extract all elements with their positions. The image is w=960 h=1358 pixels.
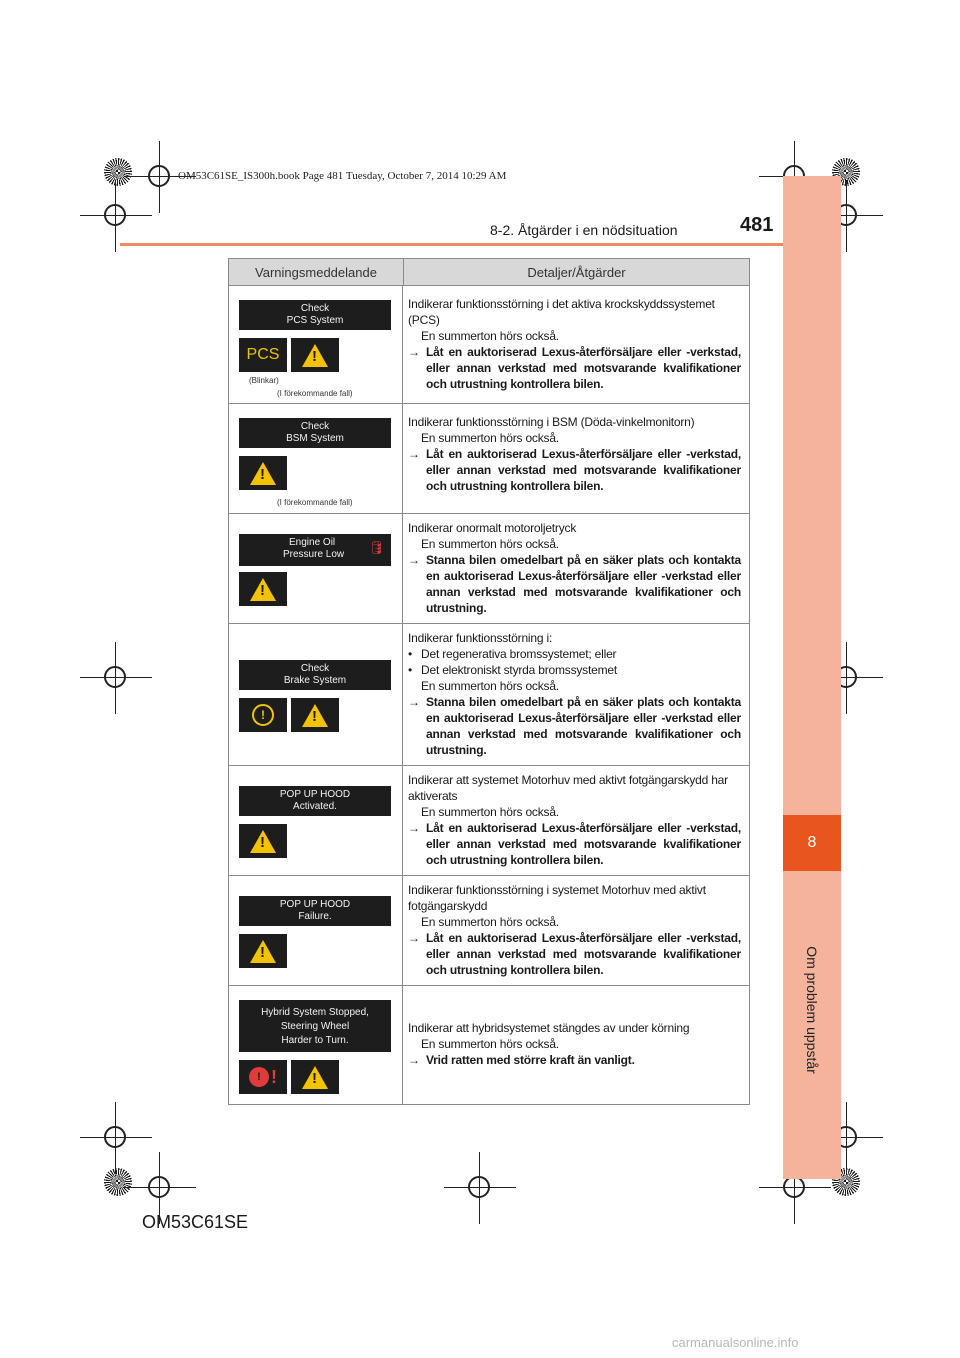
note-blinking: (Blinkar) [249,376,279,385]
note-if-equipped: (I förekommande fall) [277,389,353,398]
oil-can-icon: 🛢 [368,540,385,555]
message-line: POP UP HOOD [279,789,351,800]
arrow-icon: → [408,345,420,359]
message-line: Failure. [298,911,332,922]
pcs-label: PCS [246,346,280,363]
table-row [229,514,749,624]
registration-star-mark [104,158,132,186]
bullet-icon: • [408,663,413,677]
crosshair-mark [140,157,180,197]
bullet-text: Det elektroniskt styrda bromssystemet [421,663,617,677]
table-header [229,259,749,286]
buzzer-note: En summerton hörs också. [421,1037,559,1051]
warning-cell [229,286,403,403]
table-row [229,876,749,986]
details-cell [403,624,749,765]
crosshair-mark [140,1168,180,1208]
action-text [408,552,741,616]
warning-cell [229,624,403,765]
message-line: BSM System [286,433,344,444]
crosshair-mark [96,658,136,698]
action-label: Låt en auktoriserad Lexus-återförsäljare eller -verkstad, eller annan verkstad med motsvarande kvalifikationer och utrustning kontrollera bilen. [426,345,741,391]
arrow-icon: → [408,821,420,835]
chapter-number: 8 [783,815,841,871]
column-header-warning: Varningsmeddelande [229,259,404,285]
table-row [229,766,749,876]
action-text [408,344,741,392]
arrow-icon: → [408,695,420,709]
bullet-icon: • [408,647,413,661]
document-code: OM53C61SE [142,1212,249,1232]
action-label: Låt en auktoriserad Lexus-återförsäljare eller -verkstad, eller annan verkstad med motsvarande kvalifikationer och utrustning kontrollera bilen. [426,931,741,977]
warning-triangle-icon [291,338,339,372]
description: Indikerar funktionsstörning i BSM (Döda-vinkelmonitorn) [408,415,695,429]
description: Indikerar onormalt motoroljetryck [408,521,577,535]
action-label: Stanna bilen omedelbart på en säker plats och kontakta en auktoriserad Lexus-återförsäljare eller -verkstad eller annan verkstad med motsvarande kvalifikationer och utrustning. [426,553,741,615]
action-label: Vrid ratten med större kraft än vanligt. [426,1053,635,1067]
bullet-item [408,646,741,662]
description: Indikerar funktionsstörning i: [408,631,553,645]
warning-triangle-icon [239,824,287,858]
action-text [408,1052,741,1068]
message-line: POP UP HOOD [279,899,351,910]
description: Indikerar funktionsstörning i systemet Motorhuv med aktivt fotgängarskydd [408,883,706,913]
table-row [229,624,749,766]
warning-cell [229,986,403,1104]
crosshair-mark [96,1118,136,1158]
message-line: Engine Oil [289,537,336,548]
warning-triangle-icon [239,934,287,968]
warning-triangle-icon [239,572,287,606]
details-cell [403,766,749,875]
note-if-equipped: (I förekommande fall) [277,498,353,507]
chapter-label: Om problem uppstår [804,946,820,1074]
message-line: PCS System [286,315,344,326]
details-cell [403,876,749,985]
book-info: OM53C61SE_IS300h.book Page 481 Tuesday, October 7, 2014 10:29 AM [178,170,507,182]
steering-warning-icon: ! ! [239,1060,287,1094]
message-line: Hybrid System Stopped, [261,1007,369,1018]
brake-icon: ! [239,698,287,732]
message-display [239,1000,391,1052]
message-line: Check [300,421,330,432]
buzzer-note: En summerton hörs också. [421,679,559,693]
details-cell [403,404,749,513]
action-text [408,446,741,494]
message-line: Pressure Low [283,549,345,560]
description: Indikerar att systemet Motorhuv med aktivt fotgängarskydd har aktiverats [408,773,728,803]
page-number: 481 [740,214,774,236]
crosshair-mark [460,1168,500,1208]
action-label: Stanna bilen omedelbart på en säker plats och kontakta en auktoriserad Lexus-återförsäljare eller -verkstad eller annan verkstad med motsvarande kvalifikationer och utrustning. [426,695,741,757]
arrow-icon: → [408,1053,420,1067]
warning-triangle-icon [291,1060,339,1094]
arrow-icon: → [408,553,420,567]
pcs-icon [239,338,287,372]
table-row [229,286,749,404]
action-text [408,930,741,978]
action-label: Låt en auktoriserad Lexus-återförsäljare eller -verkstad, eller annan verkstad med motsvarande kvalifikationer och utrustning kontrollera bilen. [426,821,741,867]
warning-message-table [228,258,750,1105]
buzzer-note: En summerton hörs också. [421,431,559,445]
message-display [239,660,391,690]
message-line: Brake System [283,675,347,686]
warning-cell [229,404,403,513]
arrow-icon: → [408,931,420,945]
action-label: Låt en auktoriserad Lexus-återförsäljare eller -verkstad, eller annan verkstad med motsvarande kvalifikationer och utrustning kontrollera bilen. [426,447,741,493]
action-text [408,694,741,758]
description: Indikerar att hybridsystemet stängdes av under körning [408,1021,690,1035]
message-line: Harder to Turn. [281,1035,349,1046]
warning-cell [229,876,403,985]
table-row [229,986,749,1104]
section-title: 8-2. Åtgärder i en nödsituation [490,222,678,238]
warning-triangle-icon [239,456,287,490]
message-line: Steering Wheel [280,1021,350,1032]
description: Indikerar funktionsstörning i det aktiva krockskyddssystemet (PCS) [408,297,715,327]
message-display [239,786,391,816]
bullet-item [408,662,741,678]
column-header-details: Detaljer/Åtgärder [527,264,626,280]
message-line: Check [300,663,330,674]
message-display [239,534,391,566]
message-display [239,418,391,448]
registration-star-mark [104,1168,132,1196]
header-rule [120,243,783,246]
warning-cell [229,766,403,875]
message-display [239,896,391,926]
table-row [229,404,749,514]
warning-cell [229,514,403,623]
details-cell [403,286,749,403]
crosshair-mark [96,196,136,236]
details-cell [403,514,749,623]
warning-triangle-icon [291,698,339,732]
message-line: Activated. [293,801,337,812]
details-cell [403,986,749,1104]
arrow-icon: → [408,447,420,461]
buzzer-note: En summerton hörs också. [421,329,559,343]
bullet-text: Det regenerativa bromssystemet; eller [421,647,617,661]
buzzer-note: En summerton hörs också. [421,537,559,551]
buzzer-note: En summerton hörs också. [421,915,559,929]
watermark: carmanualsonline.info [672,1335,799,1350]
message-line: Check [300,303,330,314]
message-display [239,300,391,330]
buzzer-note: En summerton hörs också. [421,805,559,819]
action-text [408,820,741,868]
